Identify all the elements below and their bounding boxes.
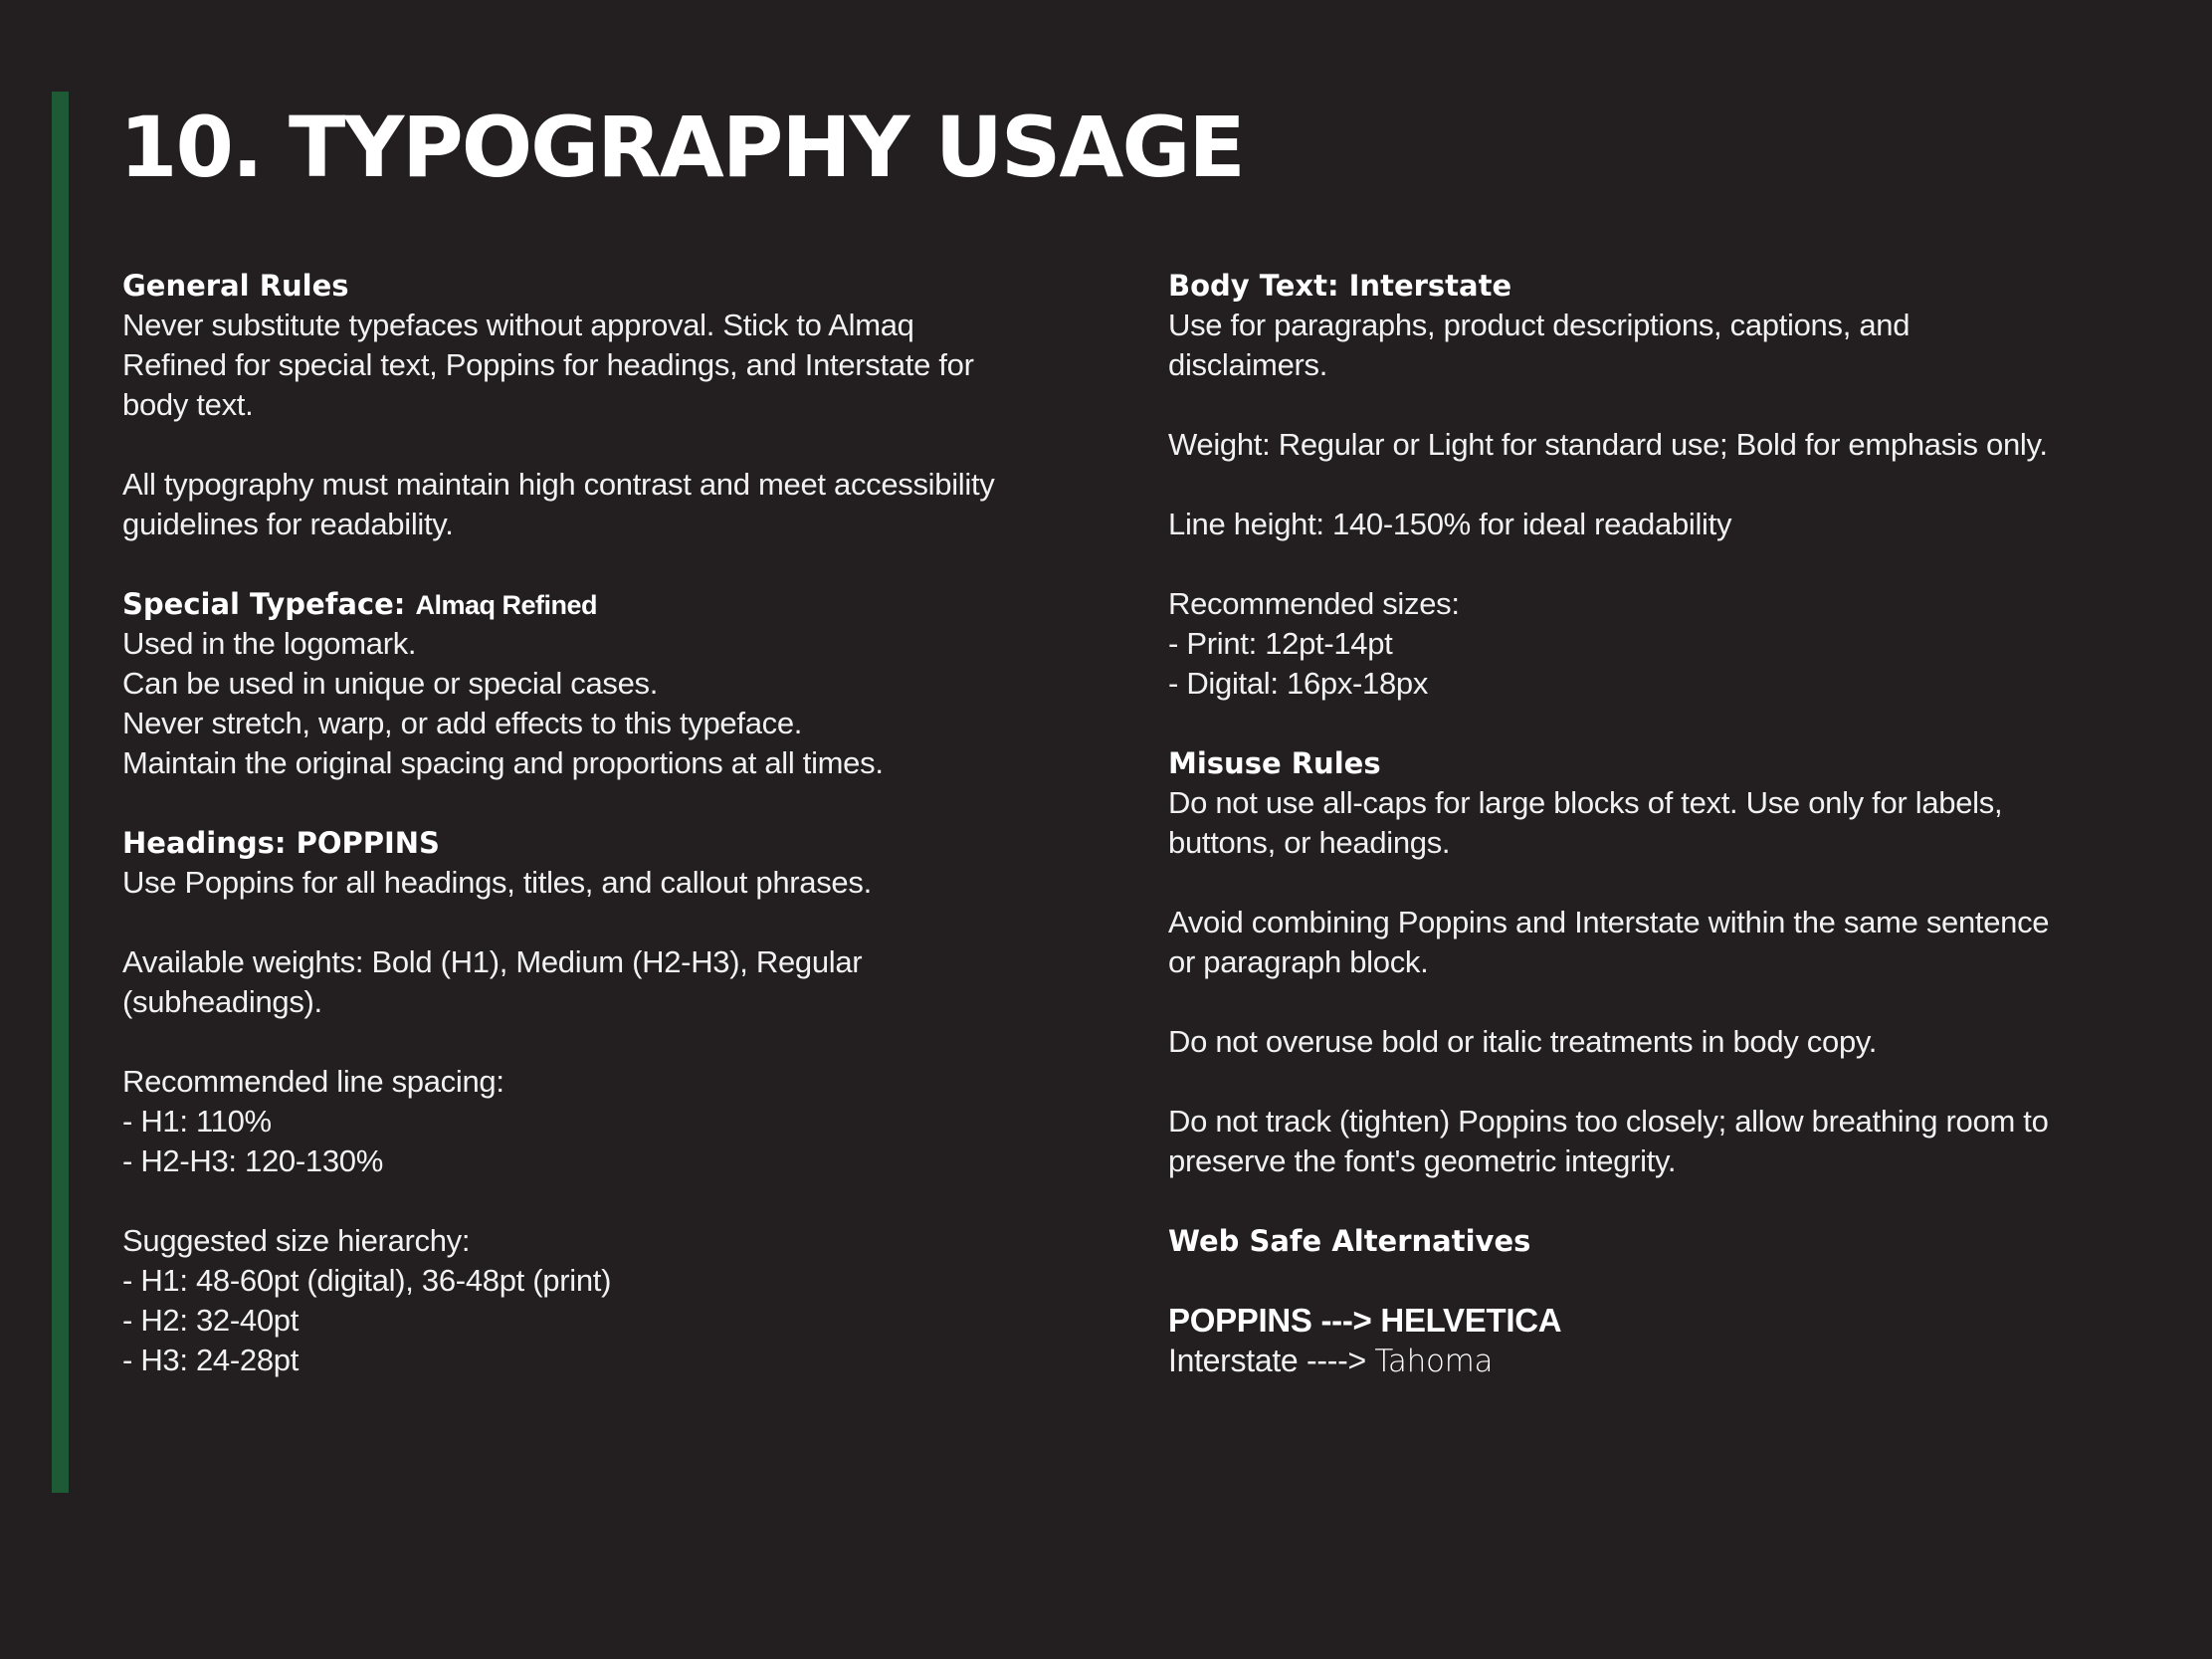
list-item: - H2-H3: 120-130% xyxy=(122,1143,383,1178)
alt-from: Interstate xyxy=(1168,1343,1299,1378)
right-column xyxy=(1168,266,2183,1380)
body-line: Line height: 140-150% for ideal readability xyxy=(1168,507,1732,541)
body-line: buttons, or headings. xyxy=(1168,825,1451,860)
misuse-rules-section xyxy=(1168,743,2183,1181)
accent-bar xyxy=(52,92,69,1493)
section-heading-headings: Headings: POPPINS xyxy=(122,826,440,860)
spacer xyxy=(1168,863,2183,903)
body-line: Use Poppins for all headings, titles, and callout phrases. xyxy=(122,865,872,900)
body-line: Maintain the original spacing and proportions at all times. xyxy=(122,745,884,780)
spacer xyxy=(122,544,1117,584)
arrow: ---> xyxy=(1311,1302,1381,1339)
spacer xyxy=(122,1022,1117,1062)
body-line: Never stretch, warp, or add effects to this typeface. xyxy=(122,706,803,740)
typeface-name: Almaq Refined xyxy=(415,590,597,620)
body-line: Suggested size hierarchy: xyxy=(122,1223,471,1258)
arrow: ----> xyxy=(1298,1343,1375,1378)
font-alternative-poppins xyxy=(1168,1301,2183,1341)
special-typeface-section xyxy=(122,584,1117,783)
body-line: preserve the font's geometric integrity. xyxy=(1168,1143,1677,1178)
section-heading-special-typeface xyxy=(122,584,1117,624)
body-line: Do not track (tighten) Poppins too closely; allow breathing room to xyxy=(1168,1104,2049,1139)
body-line: (subheadings). xyxy=(122,984,322,1019)
body-line: Recommended line spacing: xyxy=(122,1064,504,1099)
spacer xyxy=(1168,544,2183,584)
font-alternative-interstate xyxy=(1168,1341,2183,1380)
alt-to: Tahoma xyxy=(1374,1344,1494,1379)
section-heading-general-rules: General Rules xyxy=(122,269,349,303)
body-line: Avoid combining Poppins and Interstate within the same sentence xyxy=(1168,905,2050,939)
alt-from: POPPINS xyxy=(1168,1302,1312,1339)
spacer xyxy=(1168,1261,2183,1301)
spacer xyxy=(1168,1062,2183,1102)
spacer xyxy=(1168,704,2183,743)
body-line: Do not overuse bold or italic treatments in body copy. xyxy=(1168,1024,1878,1059)
list-item: - H3: 24-28pt xyxy=(122,1343,300,1377)
heading-prefix: Special Typeface: xyxy=(122,587,416,621)
section-heading-web-safe: Web Safe Alternatives xyxy=(1168,1224,1531,1258)
list-item: - H1: 110% xyxy=(122,1104,272,1139)
spacer xyxy=(1168,982,2183,1022)
spacer xyxy=(1168,465,2183,505)
body-line: Available weights: Bold (H1), Medium (H2-H3), Regular xyxy=(122,944,863,979)
web-safe-section xyxy=(1168,1221,2183,1380)
spacer xyxy=(122,783,1117,823)
body-line: Refined for special text, Poppins for headings, and Interstate for xyxy=(122,347,974,382)
body-line: Recommended sizes: xyxy=(1168,586,1460,621)
headings-section xyxy=(122,823,1117,1380)
body-line: or paragraph block. xyxy=(1168,944,1429,979)
body-line: All typography must maintain high contrast and meet accessibility xyxy=(122,467,995,502)
general-rules-section xyxy=(122,266,1117,544)
body-line: guidelines for readability. xyxy=(122,507,454,541)
body-line: Use for paragraphs, product descriptions, captions, and xyxy=(1168,308,1910,342)
spacer xyxy=(1168,385,2183,425)
list-item: - Print: 12pt-14pt xyxy=(1168,626,1393,661)
body-line: disclaimers. xyxy=(1168,347,1328,382)
body-line: Never substitute typefaces without approval. Stick to Almaq xyxy=(122,308,914,342)
body-line: Can be used in unique or special cases. xyxy=(122,666,659,701)
left-column xyxy=(122,266,1117,1380)
body-line: Weight: Regular or Light for standard use; Bold for emphasis only. xyxy=(1168,427,2048,462)
list-item: - H1: 48-60pt (digital), 36-48pt (print) xyxy=(122,1263,612,1298)
section-heading-body-text: Body Text: Interstate xyxy=(1168,269,1512,303)
list-item: - Digital: 16px-18px xyxy=(1168,666,1429,701)
spacer xyxy=(122,1181,1117,1221)
body-line: Used in the logomark. xyxy=(122,626,417,661)
page-title: 10. TYPOGRAPHY USAGE xyxy=(119,99,1244,196)
body-line: body text. xyxy=(122,387,254,422)
spacer xyxy=(122,903,1117,942)
body-text-section xyxy=(1168,266,2183,704)
spacer xyxy=(1168,1181,2183,1221)
body-line: Do not use all-caps for large blocks of text. Use only for labels, xyxy=(1168,785,2003,820)
spacer xyxy=(122,425,1117,465)
list-item: - H2: 32-40pt xyxy=(122,1303,300,1338)
alt-to: HELVETICA xyxy=(1380,1302,1562,1339)
section-heading-misuse-rules: Misuse Rules xyxy=(1168,746,1381,780)
